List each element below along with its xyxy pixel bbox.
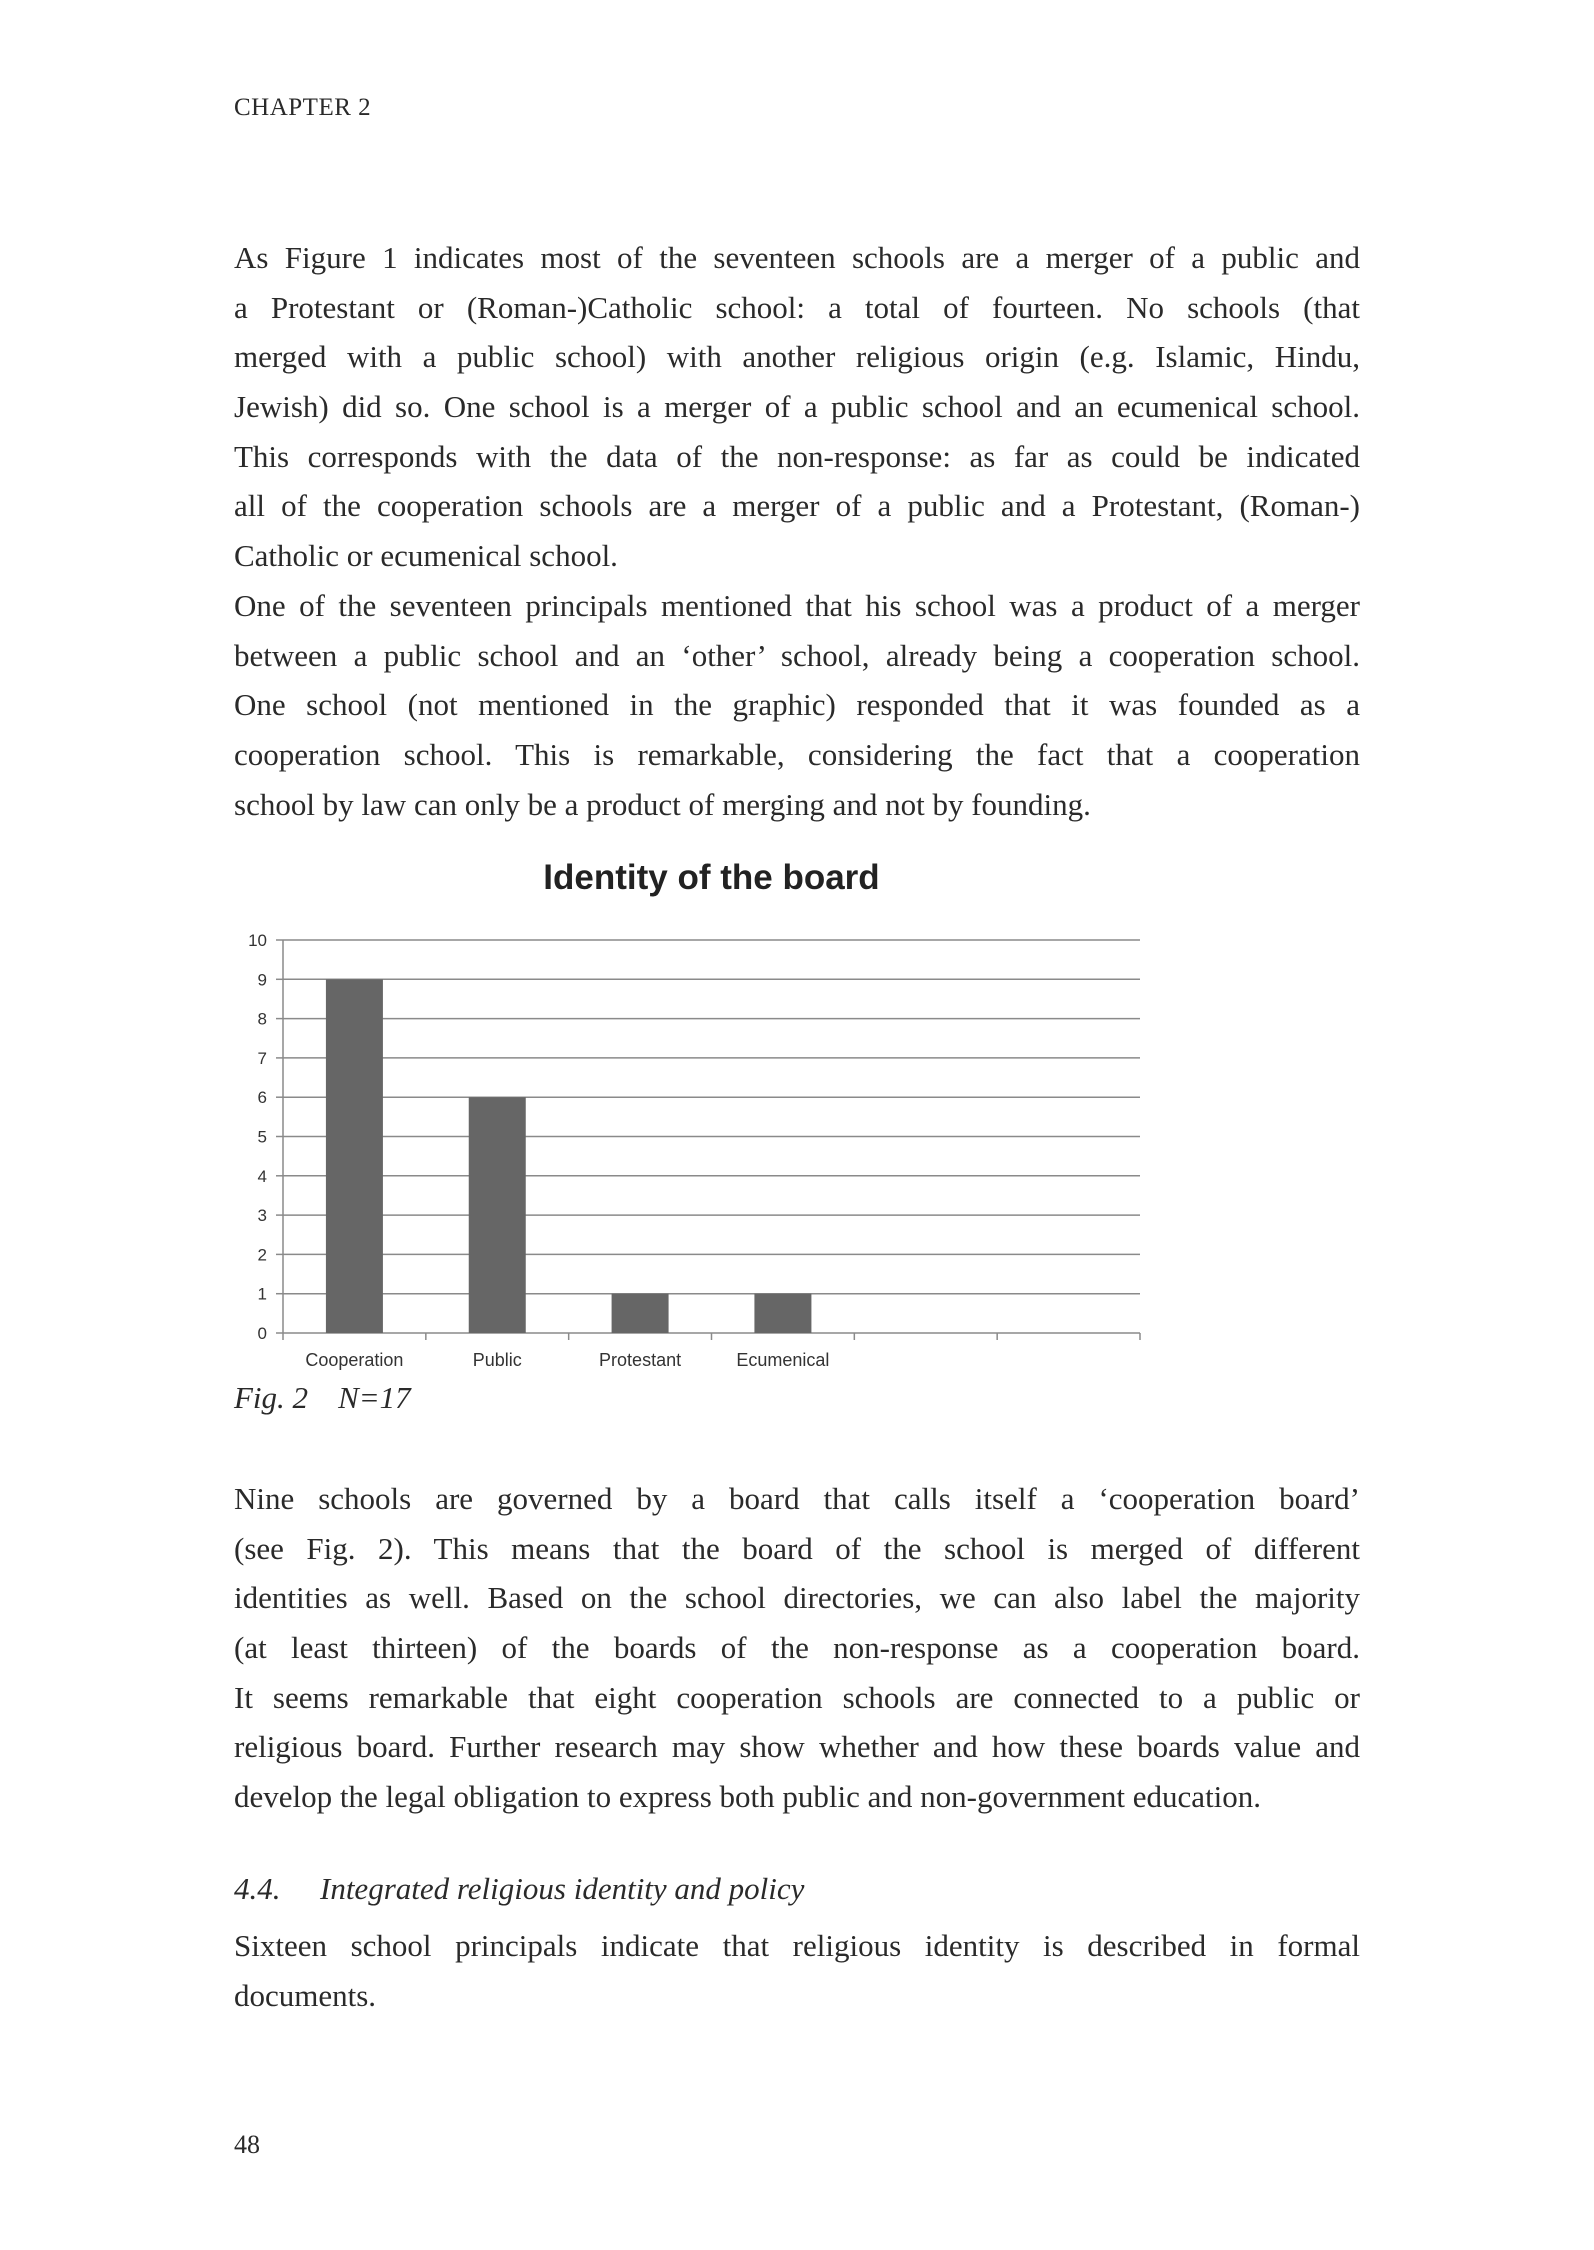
- figure-label: Fig. 2: [234, 1380, 309, 1415]
- y-tick-label: 10: [248, 931, 267, 950]
- paragraph-formal-documents: [234, 1921, 1360, 2020]
- y-tick-label: 0: [257, 1324, 267, 1343]
- y-tick-label: 3: [257, 1206, 267, 1226]
- y-tick-label: 9: [257, 970, 267, 990]
- section-title: Integrated religious identity and policy: [320, 1871, 805, 1906]
- bar-ecumenical: [754, 1294, 811, 1333]
- text-line: As Figure 1 indicates most of the seventeen schools are a merger of a public and: [234, 240, 1360, 275]
- text-line: develop the legal obligation to express both public and non-government education.: [234, 1779, 1262, 1815]
- text-line: This corresponds with the data of the non-response: as far as could be indicated: [234, 438, 1360, 474]
- y-tick-label: 8: [257, 1009, 267, 1029]
- text-line: a Protestant or (Roman-)Catholic school: a total of fourteen. No schools (that: [234, 289, 1360, 325]
- bar-cooperation: [326, 979, 383, 1333]
- text-line: (see Fig. 2). This means that the board of the school is merged of different: [234, 1530, 1360, 1566]
- x-tick-label: Ecumenical: [736, 1350, 830, 1370]
- text-line: school by law can only be a product of merging and not by founding.: [234, 786, 1091, 822]
- text-line: Nine schools are governed by a board that calls itself a ‘cooperation board’: [234, 1481, 1360, 1516]
- paragraph-principals: [234, 581, 1360, 829]
- section-heading: [234, 1871, 804, 1907]
- text-line: documents.: [234, 1977, 377, 2013]
- chart-title: Identity of the board: [543, 858, 880, 897]
- text-line: (at least thirteen) of the boards of the non-response as a cooperation board.: [234, 1630, 1360, 1666]
- x-tick-label: Protestant: [599, 1350, 682, 1370]
- paragraph-figure1-discussion: [234, 233, 1360, 581]
- text-line: Sixteen school principals indicate that religious identity is described in formal: [234, 1928, 1360, 1963]
- bar-chart: [220, 920, 1160, 1380]
- paragraph-board: [234, 1474, 1360, 1822]
- text-line: identities as well. Based on the school directories, we can also label the majority: [234, 1580, 1360, 1616]
- y-tick-label: 1: [257, 1284, 267, 1304]
- bar-protestant: [612, 1294, 669, 1333]
- text-line: Jewish) did so. One school is a merger of a public school and an ecumenical school.: [234, 389, 1360, 425]
- y-tick-label: 6: [257, 1088, 267, 1108]
- running-head: CHAPTER 2: [234, 94, 372, 121]
- page-number: 48: [234, 2130, 260, 2159]
- text-line: One school (not mentioned in the graphic) responded that it was founded as a: [234, 687, 1360, 723]
- text-line: One of the seventeen principals mentioned that his school was a product of a merger: [234, 588, 1360, 623]
- y-tick-label: 2: [257, 1245, 267, 1265]
- section-number: 4.4.: [234, 1871, 281, 1906]
- text-line: cooperation school. This is remarkable, considering the fact that a cooperation: [234, 737, 1360, 773]
- text-line: merged with a public school) with another religious origin (e.g. Islamic, Hindu,: [234, 339, 1360, 375]
- text-line: Catholic or ecumenical school.: [234, 538, 618, 574]
- text-line: religious board. Further research may show whether and how these boards value and: [234, 1729, 1360, 1765]
- bar-public: [469, 1097, 526, 1333]
- y-tick-label: 7: [257, 1048, 267, 1068]
- x-tick-label: Cooperation: [305, 1350, 404, 1370]
- figure-caption: [234, 1380, 441, 1416]
- x-tick-label: Public: [472, 1350, 522, 1370]
- y-tick-label: 4: [257, 1166, 267, 1186]
- text-line: between a public school and an ‘other’ school, already being a cooperation school.: [234, 637, 1360, 673]
- text-line: It seems remarkable that eight cooperation schools are connected to a public or: [234, 1679, 1360, 1715]
- y-tick-label: 5: [257, 1127, 267, 1147]
- text-line: all of the cooperation schools are a merger of a public and a Protestant, (Roman-): [234, 488, 1360, 524]
- figure-n: N=17: [338, 1380, 411, 1415]
